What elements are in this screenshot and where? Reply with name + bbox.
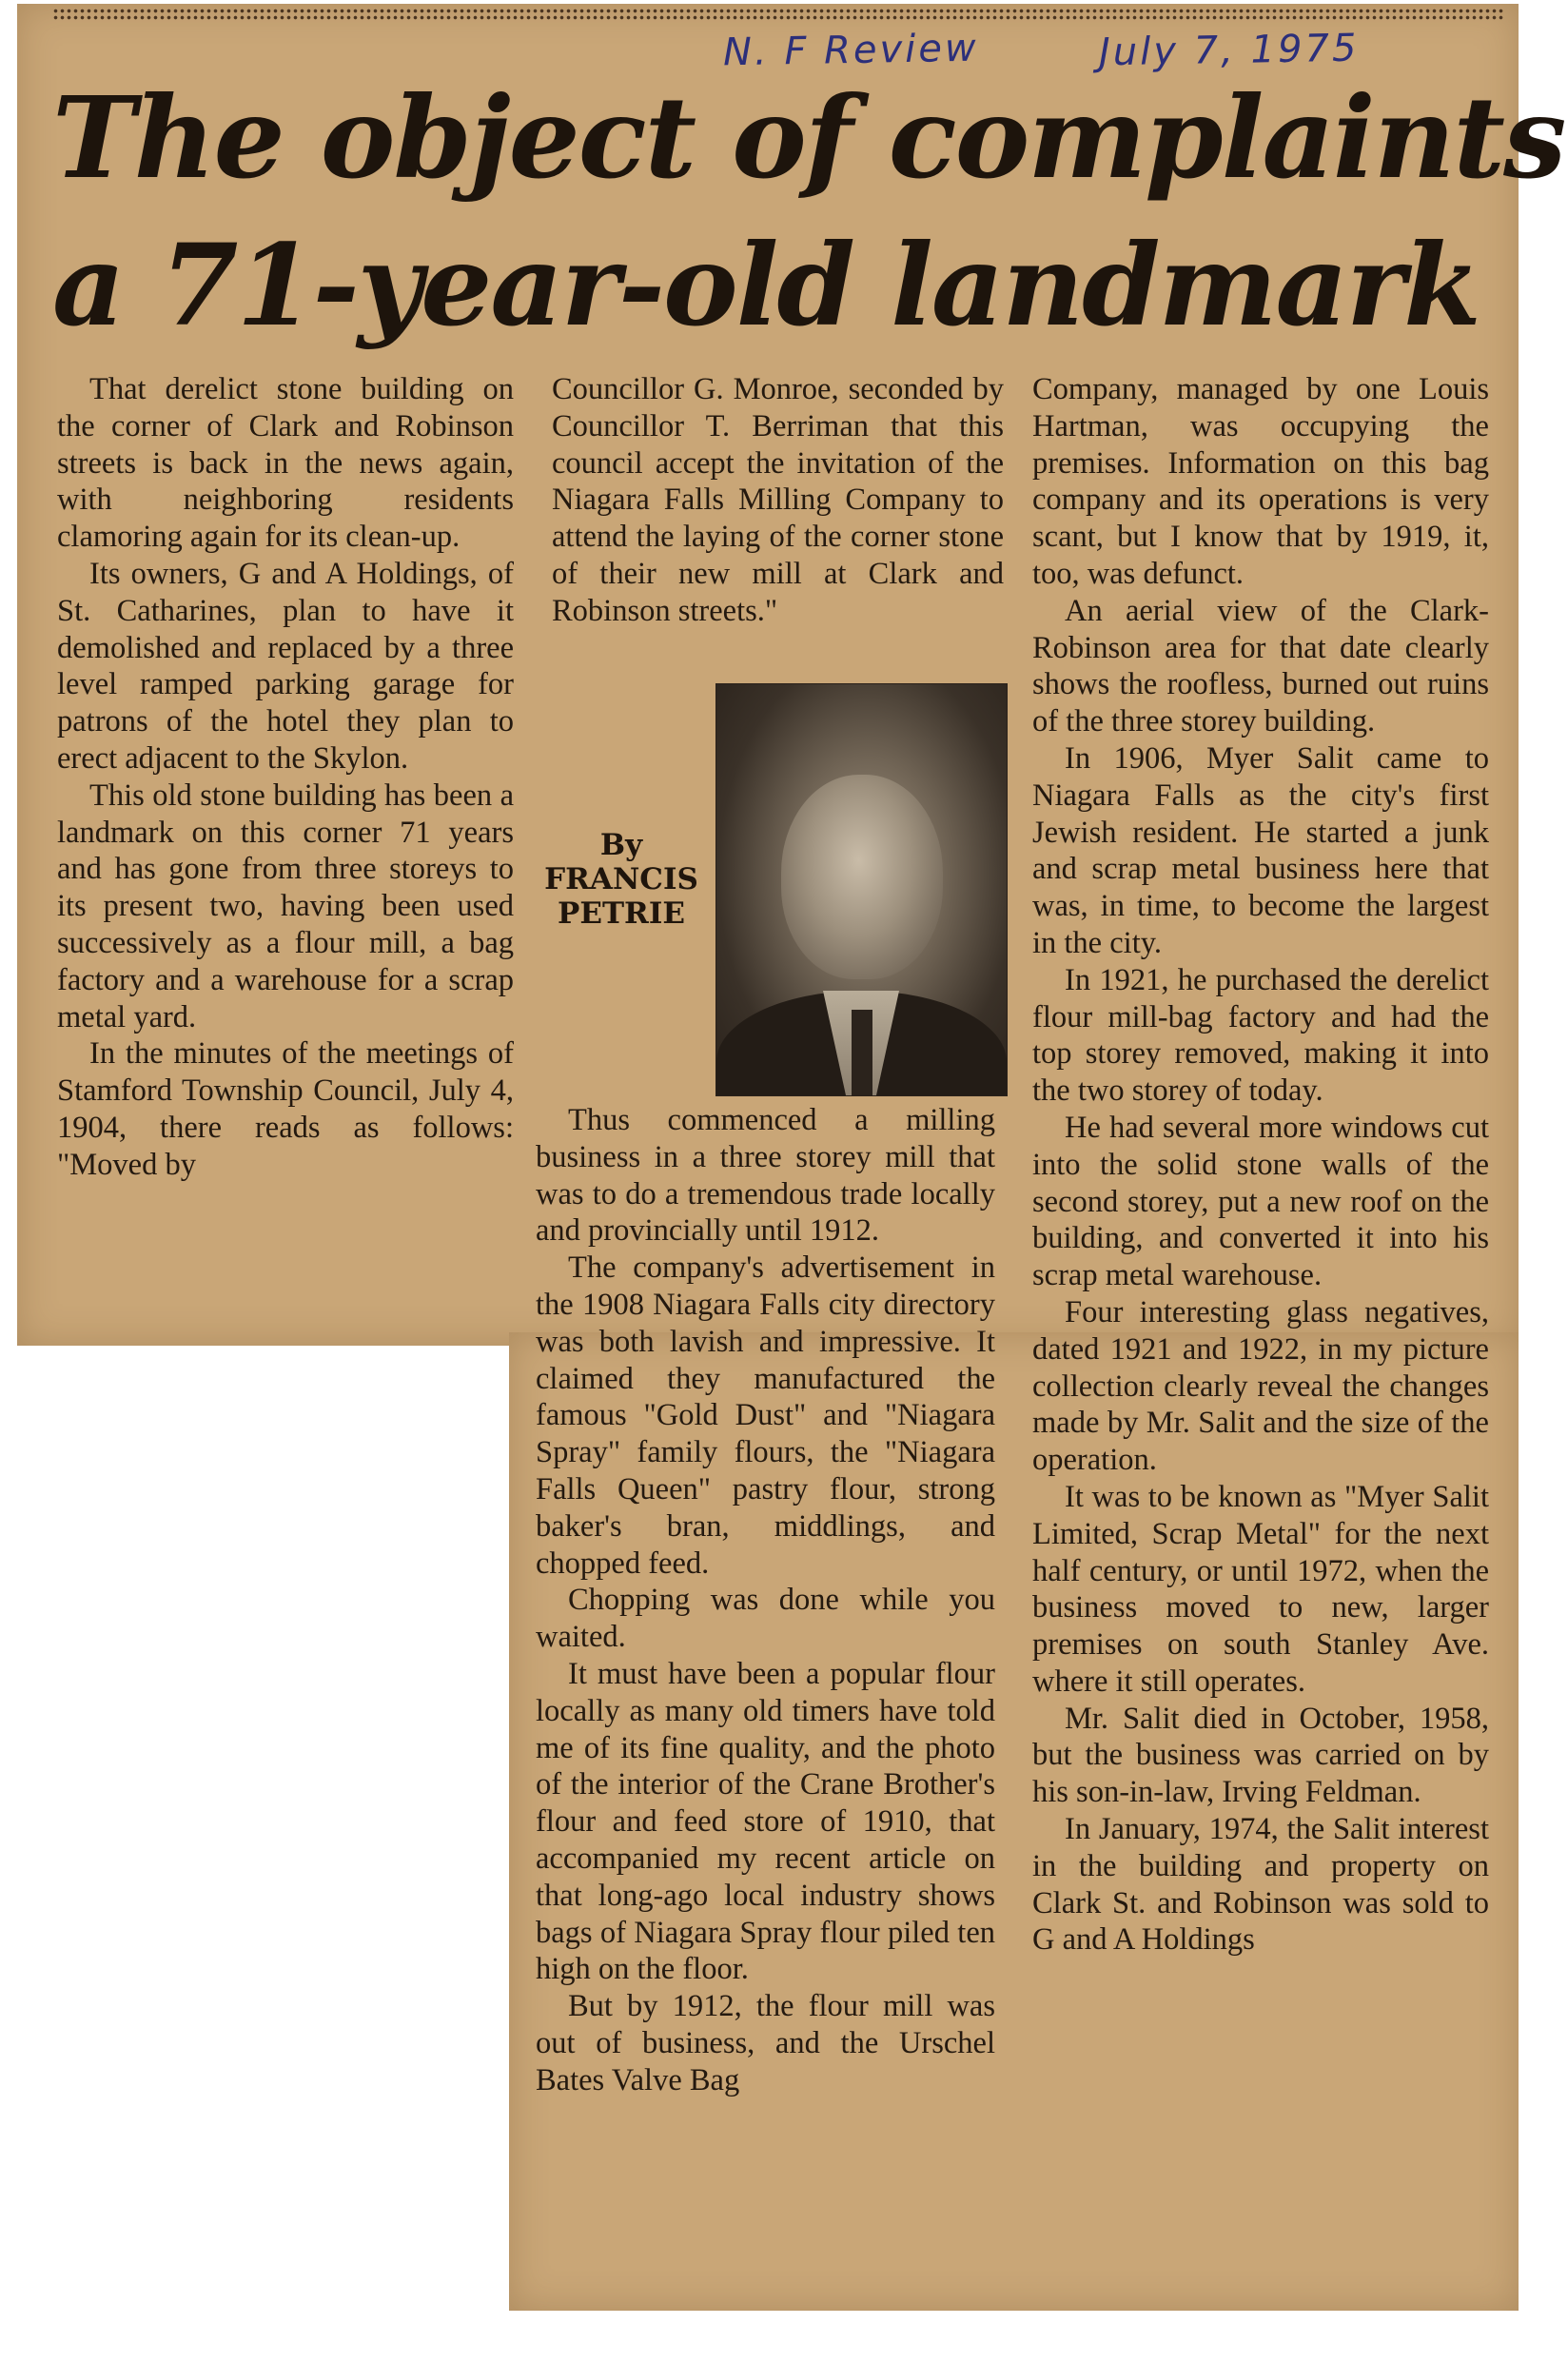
paragraph: An aerial view of the Clark-Robinson area for that date clearly shows the roofless, burned out ruins of the three storey building. bbox=[1032, 593, 1489, 739]
paragraph: Thus commenced a milling business in a three storey mill that was to do a tremendous trade locally and provincially until 1912. bbox=[536, 1103, 995, 1249]
paragraph: It must have been a popular flour locally as many old timers have told me of its fine quality, and the photo of the interior of the Crane Brother's flour and feed store of 1910, that accompanied my recent article on that long-ago local industry shows bags of Niagara Spray flour piled ten high on the floor. bbox=[536, 1656, 995, 1987]
byline-first-name: FRANCIS bbox=[544, 862, 698, 896]
paragraph: But by 1912, the flour mill was out of business, and the Urschel Bates Valve Bag bbox=[536, 1989, 995, 2097]
paragraph: In 1906, Myer Salit came to Niagara Falls as the city's first Jewish resident. He started a junk and scrap metal business here that was, in time, to become the largest in the city. bbox=[1032, 740, 1489, 960]
paragraph: That derelict stone building on the corner of Clark and Robinson streets is back in the news again, with neighboring residents clamoring again for its clean-up. bbox=[57, 372, 514, 555]
byline-last-name: PETRIE bbox=[558, 896, 685, 931]
headline-line-1: The object of complaints bbox=[52, 71, 1565, 204]
dotted-top-rule bbox=[52, 8, 1503, 21]
paragraph: Four interesting glass negatives, dated 1921 and 1922, in my picture collection clearly reveal the changes made by Mr. Salit and the size of the operation. bbox=[1032, 1294, 1489, 1478]
byline-by: By bbox=[599, 828, 643, 862]
paragraph: Mr. Salit died in October, 1958, but the business was carried on by his son-in-law, Irving Feldman. bbox=[1032, 1701, 1489, 1810]
article-column-1 bbox=[57, 371, 514, 1184]
author-portrait-photo bbox=[715, 683, 1008, 1096]
article-column-2-top bbox=[552, 371, 1004, 630]
paragraph: In 1921, he purchased the derelict flour mill-bag factory and had the top storey removed, making it into the two storey of today. bbox=[1032, 962, 1489, 1109]
paragraph: Councillor G. Monroe, seconded by Councillor T. Berriman that this council accept the invitation of the Niagara Falls Milling Company to attend the laying of the corner stone of their new mill at Clark and Robinson streets." bbox=[552, 372, 1004, 628]
paragraph: This old stone building has been a landmark on this corner 71 years and has gone from three storeys to its present two, having been used successively as a flour mill, a bag factory and a warehouse for a scrap metal yard. bbox=[57, 778, 514, 1034]
paragraph: Its owners, G and A Holdings, of St. Catharines, plan to have it demolished and replaced by a three level ramped parking garage for patrons of the hotel they plan to erect adjacent to the Skylon. bbox=[57, 556, 514, 776]
paragraph: Company, managed by one Louis Hartman, was occupying the premises. Information on this bag company and its operations is very scant, but I know that by 1919, it, too, was defunct. bbox=[1032, 372, 1489, 591]
article-column-3 bbox=[1032, 371, 1489, 1959]
paragraph: He had several more windows cut into the solid stone walls of the second storey, put a new roof on the building, and converted it into his scrap metal warehouse. bbox=[1032, 1110, 1489, 1293]
headline-line-2: a 71-year-old landmark bbox=[52, 219, 1480, 351]
paragraph: Chopping was done while you waited. bbox=[536, 1583, 995, 1655]
handwritten-date-note: July 7, 1975 bbox=[1098, 26, 1360, 75]
portrait-tie bbox=[852, 1010, 872, 1095]
portrait-face bbox=[781, 775, 943, 979]
byline bbox=[536, 828, 707, 931]
article-column-2-bottom bbox=[536, 1102, 995, 2099]
paragraph: In January, 1974, the Salit interest in the building and property on Clark St. and Robinson was sold to G and A Holdings bbox=[1032, 1812, 1489, 1958]
handwritten-source-note: N. F Review bbox=[722, 26, 979, 75]
paragraph: It was to be known as "Myer Salit Limited, Scrap Metal" for the next half century, or until 1972, when the business moved to new, larger premises on south Stanley Ave. where it still operates. bbox=[1032, 1479, 1489, 1699]
paragraph: In the minutes of the meetings of Stamford Township Council, July 4, 1904, there reads as follows: "Moved by bbox=[57, 1036, 514, 1182]
paragraph: The company's advertisement in the 1908 Niagara Falls city directory was both lavish and impressive. It claimed they manufactured the famous "Gold Dust" and "Niagara Spray" family flours, the "Niagara Falls Queen" pastry flour, strong baker's bran, middlings, and chopped feed. bbox=[536, 1250, 995, 1581]
